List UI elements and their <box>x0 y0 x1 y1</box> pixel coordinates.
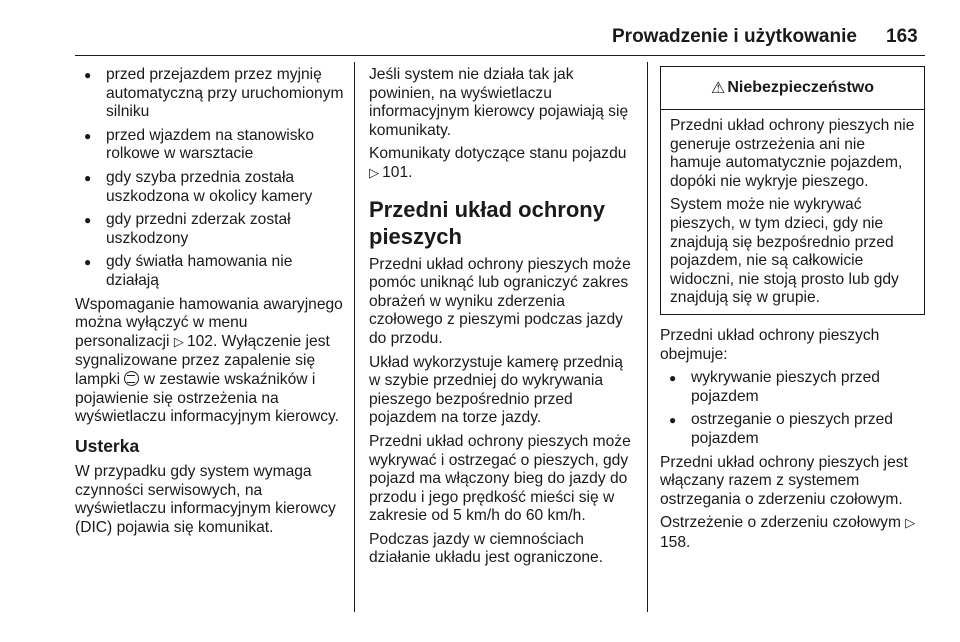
list-item: ● przed przejazdem przez myjnię automatyczną przy uruchomionym silniku <box>75 66 345 122</box>
bullet-list <box>660 369 925 448</box>
brake-warning-lamp-icon <box>124 371 139 386</box>
list-item: ● gdy szyba przednia została uszkodzona w okolicy kamery <box>75 169 345 206</box>
paragraph: Podczas jazdy w ciemnościach działanie układu jest ograniczone. <box>369 530 604 567</box>
list-item: ● ostrzeganie o pieszych przed pojazdem <box>660 411 925 448</box>
header-rule <box>75 55 925 56</box>
warning-triangle-icon: ⚠ <box>710 77 726 97</box>
page-ref-arrow-icon: ▷ <box>173 334 184 350</box>
column-divider <box>647 62 648 612</box>
page-ref[interactable]: 101 <box>382 163 409 181</box>
section-heading: Przedni układ ochrony pieszych <box>369 196 605 249</box>
page-ref[interactable]: 102 <box>186 332 213 350</box>
paragraph: Przedni układ ochrony pieszych może wykrywać i ostrzegać o pieszych, gdy pojazd ma włączony bieg do jazdy do przodu i jego prędkość mieści się w zakresie od 5 km/h do 60 km/h. <box>369 432 631 525</box>
page-ref-arrow-icon: ▷ <box>905 516 916 532</box>
page-ref[interactable]: 158 <box>660 533 687 551</box>
page-ref-arrow-icon: ▷ <box>369 165 379 181</box>
page-number: 163 <box>886 26 918 47</box>
paragraph: Wspomaganie hamowania awaryjnego można wyłączyć w menu personalizacji ▷ 102. Wyłączenie jest sygnalizowane przez zapalenie się lampki w zestawie wskaźników i pojawienie się ostrzeżenia na wyświetlaczu informacyjnym kierowcy. <box>75 295 343 426</box>
column-1 <box>75 66 345 543</box>
paragraph: Przedni układ ochrony pieszych nie generuje ostrzeżenia ani nie hamuje automatycznie pojazdem, dopóki nie wykryje pieszego. <box>670 117 915 190</box>
column-divider <box>354 62 355 612</box>
page-title: Prowadzenie i użytkowanie <box>612 26 857 47</box>
warning-header <box>661 67 924 110</box>
paragraph: Przedni układ ochrony pieszych może pomóc uniknąć lub ograniczyć zakres obrażeń w wyniku zderzenia czołowego z pieszymi podczas jazdy do przodu. <box>369 255 631 347</box>
paragraph: Przedni układ ochrony pieszych obejmuje: <box>660 326 880 363</box>
list-item: ● gdy światła hamowania nie działają <box>75 253 345 290</box>
bullet-list <box>75 66 345 291</box>
list-item: ● wykrywanie pieszych przed pojazdem <box>660 369 925 406</box>
paragraph: Przedni układ ochrony pieszych jest włączany razem z systemem ostrzegania o zderzeniu czołowym. <box>660 453 908 508</box>
list-item: ● przed wjazdem na stanowisko rolkowe w warsztacie <box>75 127 345 164</box>
warning-title: Niebezpieczeństwo <box>727 78 875 96</box>
column-2 <box>369 66 637 573</box>
paragraph: Komunikaty dotyczące stanu pojazdu ▷ 101. <box>369 145 627 181</box>
paragraph: Układ wykorzystuje kamerę przednią w szybie przedniej do wykrywania pieszego bezpośrednio przed pojazdem na torze jazdy. <box>369 353 623 427</box>
list-item: ● gdy przedni zderzak został uszkodzony <box>75 211 345 248</box>
warning-box <box>660 66 925 315</box>
warning-body <box>661 110 924 314</box>
column-3 <box>660 66 925 557</box>
paragraph: System może nie wykrywać pieszych, w tym dzieci, gdy nie znajdują się bezpośrednio przed pojazdem, nie są całkowicie widoczni, nie stoją prosto lub gdy znajdują się w grupie. <box>670 196 899 307</box>
paragraph: Jeśli system nie działa tak jak powinien, na wyświetlaczu informacyjnym kierowcy pojawiają się komunikaty. <box>369 66 629 139</box>
paragraph: W przypadku gdy system wymaga czynności serwisowych, na wyświetlaczu informacyjnym kierowcy (DIC) pojawia się komunikat. <box>75 463 336 537</box>
paragraph: Ostrzeżenie o zderzeniu czołowym ▷ 158. <box>660 514 916 551</box>
page-header <box>0 0 960 56</box>
section-heading: Usterka <box>75 435 140 456</box>
